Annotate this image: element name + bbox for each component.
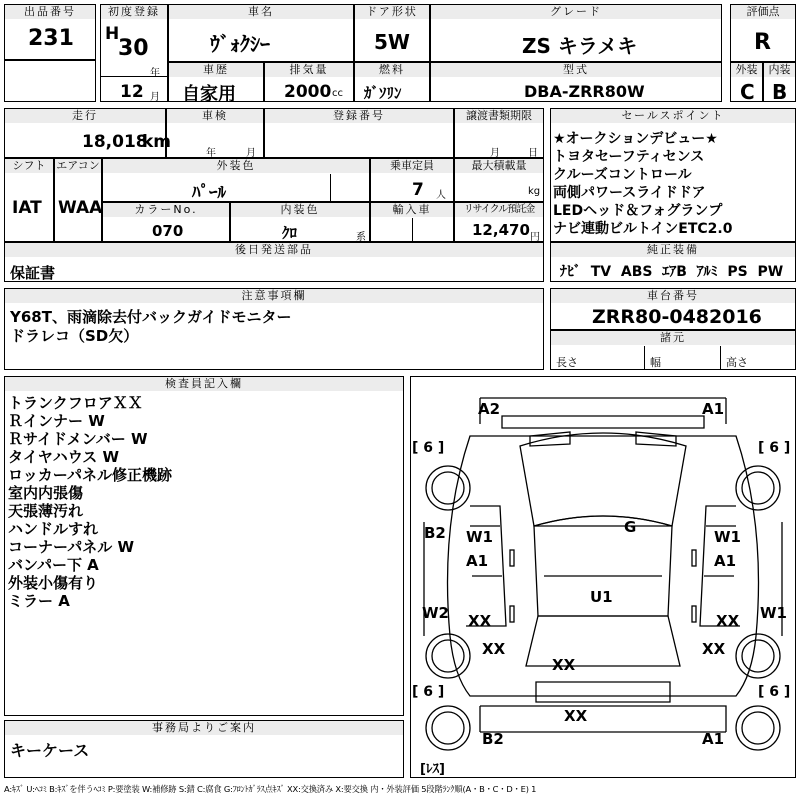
- inspector-line: タイヤハウス W: [8, 448, 120, 466]
- tread-spare: [ﾚｽ]: [420, 762, 445, 777]
- interior-value: B: [772, 80, 788, 104]
- color-no-label: カラーNo.: [103, 203, 229, 217]
- car-name-label: 車名: [169, 5, 353, 19]
- exterior-label: 外装: [731, 63, 762, 77]
- displacement-value: 2000: [284, 82, 332, 102]
- equipment-item: ｴｱB: [662, 264, 687, 280]
- max-load-unit: kg: [528, 186, 541, 197]
- first-reg-month-unit: 月: [150, 92, 160, 103]
- grade-value: ZS キラメキ: [522, 34, 638, 58]
- specs-length: 長さ: [556, 356, 578, 369]
- first-reg-label: 初度登録: [101, 5, 167, 19]
- rating-label: 評価点: [731, 5, 795, 19]
- int-color-value: ｸﾛ: [282, 224, 298, 242]
- equipment-item: ABS: [620, 264, 653, 280]
- damage-w2-left-side: W2: [422, 604, 449, 622]
- notes-line: ドラレコ（SD欠）: [10, 327, 139, 345]
- car-name: ｳﾞｫｸｼｰ: [210, 32, 270, 56]
- mileage-value: 18,018: [82, 132, 148, 152]
- sales-point: 両側パワースライドドア: [553, 185, 706, 201]
- equipment-items: [560, 261, 783, 281]
- inspector-line: Ｒサイドメンバー W: [8, 430, 148, 448]
- inspector-line: ロッカーパネル修正機跡: [8, 466, 172, 484]
- import-label: 輸入車: [371, 203, 453, 217]
- inspector-line: 室内内張傷: [8, 484, 84, 502]
- office-value: キーケース: [10, 741, 90, 760]
- grade-label: グレード: [431, 5, 721, 19]
- notes-lines: [10, 308, 292, 346]
- rating-value: R: [754, 30, 771, 55]
- lot-number-label: 出品番号: [5, 5, 95, 19]
- equipment-label: 純正装備: [551, 243, 795, 257]
- lot-number: 231: [28, 26, 74, 51]
- legend: A:ｷｽﾞ U:ﾍｺﾐ B:ｷｽﾞを伴うﾍｺﾐ P:要塗装 W:補修跡 S:錆 C:腐食 G:ﾌﾛﾝﾄｶﾞﾗｽ点ｷｽﾞ XX:交換済み X:要交換 内・外装評価 5段階ﾗﾝｸ順(A・B・C・D・E) 1: [4, 784, 537, 794]
- damage-w1-right-front: W1: [714, 528, 741, 546]
- car-diagram-drawing: [410, 376, 796, 778]
- damage-xx-right-rear-door: XX: [716, 612, 740, 630]
- damage-u1-roof: U1: [590, 588, 613, 606]
- capacity-label: 乗車定員: [371, 159, 453, 173]
- sales-point: ナビ連動ビルトインETC2.0: [553, 221, 733, 237]
- damage-b2-rear-left: B2: [482, 730, 504, 748]
- inspector-lines: [8, 394, 172, 610]
- max-load-label: 最大積載量: [455, 159, 543, 173]
- damage-w1-right-side: W1: [760, 604, 787, 622]
- damage-xx-rear-panel: XX: [564, 707, 588, 725]
- tread-front-right: [ 6 ]: [758, 440, 791, 456]
- tread-rear-left: [ 6 ]: [412, 684, 445, 700]
- history-value: 自家用: [182, 84, 236, 105]
- notes-line: Y68T、雨滴除去付バックガイドモニター: [10, 308, 292, 326]
- damage-a2-front-left: A2: [478, 400, 501, 418]
- notes-label: 注意事項欄: [5, 289, 543, 303]
- inspector-line: バンパー下 A: [8, 556, 99, 574]
- chassis-label: 車台番号: [551, 289, 795, 303]
- model-value: DBA-ZRR80W: [524, 82, 645, 101]
- tread-front-left: [ 6 ]: [412, 440, 445, 456]
- exterior-value: C: [740, 80, 755, 104]
- shift-label: シフト: [5, 159, 53, 173]
- specs-height: 高さ: [726, 356, 748, 369]
- damage-a1-left-front: A1: [466, 552, 489, 570]
- door-label: ドア形状: [355, 5, 429, 19]
- displacement-label: 排気量: [265, 63, 353, 77]
- inspector-line: ハンドルすれ: [8, 520, 99, 538]
- inspection-month-unit: 月: [246, 148, 256, 159]
- transfer-label: 譲渡書類期限: [455, 109, 543, 123]
- equipment-item: TV: [590, 264, 612, 280]
- int-color-unit: 系: [356, 232, 366, 243]
- mileage-unit: km: [142, 132, 172, 152]
- int-color-label: 内装色: [231, 203, 369, 217]
- equipment-item: ﾅﾋﾞ: [560, 264, 581, 280]
- history-label: 車歴: [169, 63, 263, 77]
- lot-number-lower: [4, 60, 96, 102]
- damage-xx-left-rear-door: XX: [468, 612, 492, 630]
- damage-a1-right-front: A1: [714, 552, 737, 570]
- model-label: 型式: [431, 63, 721, 77]
- office-label: 事務局よりご案内: [5, 721, 403, 735]
- mileage-label: 走行: [5, 109, 165, 123]
- later-parts-value: 保証書: [10, 264, 56, 282]
- fuel-label: 燃料: [355, 63, 429, 77]
- inspection-label: 車検: [167, 109, 263, 123]
- inspector-line: ミラー A: [8, 592, 70, 610]
- transfer-month-unit: 月: [490, 148, 500, 159]
- sales-points-label: セールスポイント: [551, 109, 795, 123]
- equipment-item: PW: [757, 264, 784, 280]
- first-reg-year: 30: [118, 36, 149, 61]
- sales-point: クルーズコントロール: [553, 167, 692, 183]
- recycle-label: リサイクル預託金: [455, 203, 543, 217]
- specs-width: 幅: [650, 356, 661, 369]
- damage-b2-left-side: B2: [424, 524, 446, 542]
- damage-a1-rear-right: A1: [702, 730, 725, 748]
- shift-value: IAT: [12, 198, 42, 218]
- damage-g-windshield: G: [624, 518, 637, 536]
- fuel-value: ｶﾞｿﾘﾝ: [364, 84, 402, 102]
- sales-point: ★オークションデビュー★: [553, 131, 718, 147]
- inspector-line: 外装小傷有り: [8, 574, 99, 592]
- damage-xx-left-wheelhouse: XX: [482, 640, 506, 658]
- capacity-value: 7: [412, 180, 424, 200]
- transfer-day-unit: 日: [528, 148, 538, 159]
- later-parts-label: 後日発送部品: [5, 243, 543, 257]
- ext-color-label: 外装色: [103, 159, 369, 173]
- sales-point: LEDヘッド＆フォグランプ: [553, 203, 723, 219]
- chassis-value: ZRR80-0482016: [592, 306, 762, 328]
- sales-points-list: [553, 130, 733, 238]
- recycle-unit: 円: [530, 232, 540, 243]
- interior-label: 内装: [764, 63, 795, 77]
- equipment-item: ｱﾙﾐ: [696, 264, 718, 280]
- first-reg-year-unit: 年: [150, 68, 160, 79]
- color-no-value: 070: [152, 222, 184, 240]
- inspector-line: Ｒインナー W: [8, 412, 105, 430]
- recycle-value: 12,470: [472, 221, 530, 239]
- inspector-line: トランクフロアＸＸ: [8, 394, 143, 412]
- inspector-line: コーナーパネル W: [8, 538, 135, 556]
- displacement-unit: cc: [332, 88, 343, 99]
- sales-point: トヨタセーフティセンス: [553, 149, 705, 165]
- door-value: 5W: [374, 30, 410, 54]
- capacity-unit: 人: [436, 190, 446, 201]
- inspection-year-unit: 年: [206, 148, 216, 159]
- first-reg-month: 12: [120, 82, 144, 102]
- equipment-item: PS: [727, 264, 748, 280]
- damage-a1-front-right: A1: [702, 400, 725, 418]
- aircon-value: WAA: [58, 198, 103, 218]
- inspector-label: 検査員記入欄: [5, 377, 403, 391]
- damage-xx-trunk: XX: [552, 656, 576, 674]
- specs-label: 諸元: [551, 331, 795, 345]
- damage-w1-left-front: W1: [466, 528, 493, 546]
- first-reg-era: H: [105, 24, 120, 44]
- aircon-label: エアコン: [56, 159, 100, 172]
- reg-no-label: 登録番号: [265, 109, 453, 123]
- inspector-line: 天張薄汚れ: [8, 502, 84, 520]
- ext-color-value: ﾊﾟｰﾙ: [192, 183, 226, 203]
- damage-xx-right-wheelhouse: XX: [702, 640, 726, 658]
- tread-rear-right: [ 6 ]: [758, 684, 791, 700]
